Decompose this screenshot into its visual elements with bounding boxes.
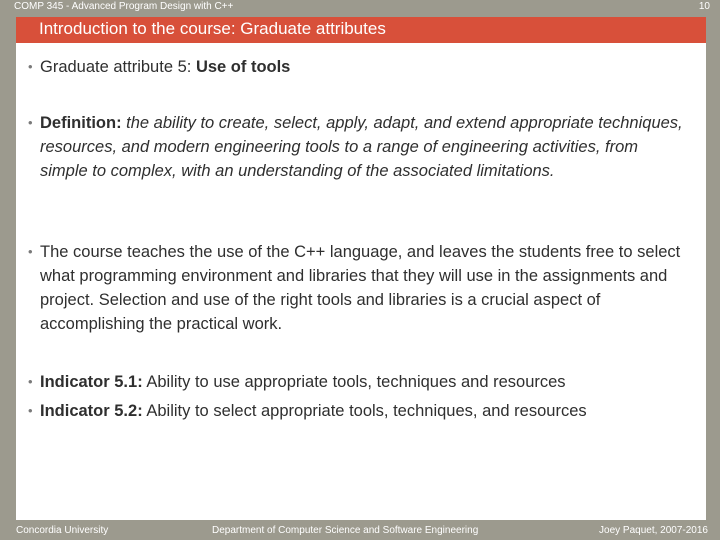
bullet-emphasis: Use of tools: [195, 58, 291, 76]
bullet-indicator-5-2: [28, 399, 684, 423]
bullet-text: The course teaches the use of the C++ language, and leaves the students free to select what programming environment and libraries that they will use in the assignments and project. Selection and use of the right tools and libraries is a crucial aspect of accomplishing the practical work.: [40, 243, 681, 333]
bullet-icon: •: [28, 244, 33, 259]
bullet-icon: •: [28, 403, 33, 418]
bullet-indicator-5-1: [28, 370, 684, 394]
bullet-icon: •: [28, 115, 33, 130]
title-bar: [16, 17, 706, 43]
footer-university: Concordia University: [16, 525, 109, 536]
bullet-icon: •: [28, 374, 33, 389]
bullet-text: Ability to use appropriate tools, techniques and resources: [142, 373, 566, 391]
bullet-text: Ability to select appropriate tools, techniques, and resources: [142, 402, 587, 420]
course-title: COMP 345 - Advanced Program Design with C++: [14, 1, 234, 12]
bullet-label: Indicator 5.2:: [40, 402, 143, 420]
bullet-graduate-attribute: [28, 55, 684, 79]
bullet-label: Definition:: [40, 114, 122, 132]
bullet-definition: [28, 111, 684, 183]
bullet-course-tools: [28, 240, 684, 336]
bullet-prefix: Graduate attribute 5:: [40, 58, 196, 76]
bullet-icon: •: [28, 59, 33, 74]
page-number: 10: [698, 1, 710, 12]
bullet-label: Indicator 5.1:: [40, 373, 143, 391]
slide-title: Introduction to the course: Graduate attributes: [39, 19, 386, 38]
bullet-text: the ability to create, select, apply, adapt, and extend appropriate techniques, resources, and modern engineering tools to a range of engineering activities, from simple to complex, with an understanding of the associated limitations.: [40, 114, 683, 180]
slide-content: [16, 43, 706, 520]
footer-department: Department of Computer Science and Software Engineering: [212, 525, 479, 536]
footer-author: Joey Paquet, 2007-2016: [599, 525, 708, 536]
